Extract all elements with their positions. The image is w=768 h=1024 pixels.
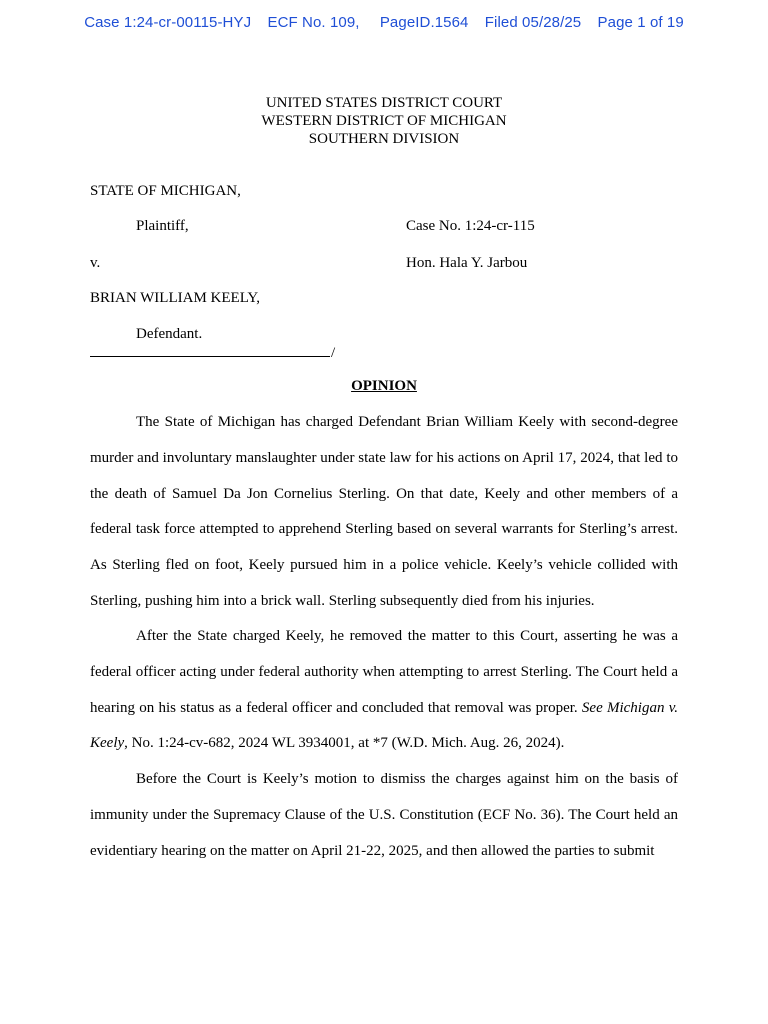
- caption-case-number: Case No. 1:24-cr-115: [406, 218, 535, 234]
- caption-defendant-party: BRIAN WILLIAM KEELY,: [90, 290, 261, 306]
- ecf-filed-date: Filed 05/28/25: [484, 14, 582, 31]
- case-citation: See Michigan v. Keely: [90, 699, 678, 752]
- court-division: SOUTHERN DIVISION: [308, 131, 460, 147]
- court-heading: [0, 94, 768, 148]
- ecf-page-id: PageID.1564: [379, 14, 469, 31]
- ecf-case-number: Case 1:24-cr-00115-HYJ: [84, 14, 252, 31]
- caption-plaintiff-party: STATE OF MICHIGAN,: [90, 183, 241, 199]
- ecf-filing-header: [0, 14, 768, 31]
- ecf-document-number: ECF No. 109,: [267, 14, 360, 31]
- court-district: WESTERN DISTRICT OF MICHIGAN: [261, 113, 507, 129]
- court-name: UNITED STATES DISTRICT COURT: [265, 95, 503, 111]
- caption-slash: /: [331, 345, 336, 361]
- caption-defendant-label: Defendant.: [136, 326, 203, 342]
- paragraph-removal: [90, 619, 678, 762]
- caption-plaintiff-label: Plaintiff,: [136, 218, 189, 234]
- ecf-page-count: Page 1 of 19: [597, 14, 684, 31]
- paragraph-motion: Before the Court is Keely’s motion to dismiss the charges against him on the basis of immunity under the Supremacy Clause of the U.S. Constitution (ECF No. 36). The Court held an evidentiary hearing on the matter on April 21-22, 2025, and then allowed the parties to submit: [90, 771, 678, 859]
- paragraph-charges: The State of Michigan has charged Defendant Brian William Keely with second-degree murder and involuntary manslaughter under state law for his actions on April 17, 2024, that led to the death of Samuel Da Jon Cornelius Sterling. On that date, Keely and other members of a federal task force attempted to apprehend Sterling based on several warrants for Sterling’s arrest. As Sterling fled on foot, Keely pursued him in a police vehicle. Keely’s vehicle collided with Sterling, pushing him into a brick wall. Sterling subsequently died from his injuries.: [90, 414, 678, 609]
- caption-judge: Hon. Hala Y. Jarbou: [406, 255, 528, 271]
- paragraph-removal-citation-rest: , No. 1:24-cv-682, 2024 WL 3934001, at *7 (W.D. Mich. Aug. 26, 2024).: [124, 735, 565, 752]
- opinion-title: OPINION: [351, 378, 417, 394]
- caption-divider: [90, 344, 335, 362]
- caption-versus: v.: [90, 255, 101, 271]
- paragraph-removal-text: After the State charged Keely, he removed the matter to this Court, asserting he was a federal officer acting under federal authority when attempting to arrest Sterling. The Court held a hearing on his status as a federal officer and concluded that removal was proper.: [90, 628, 678, 716]
- caption-rule: [90, 344, 330, 357]
